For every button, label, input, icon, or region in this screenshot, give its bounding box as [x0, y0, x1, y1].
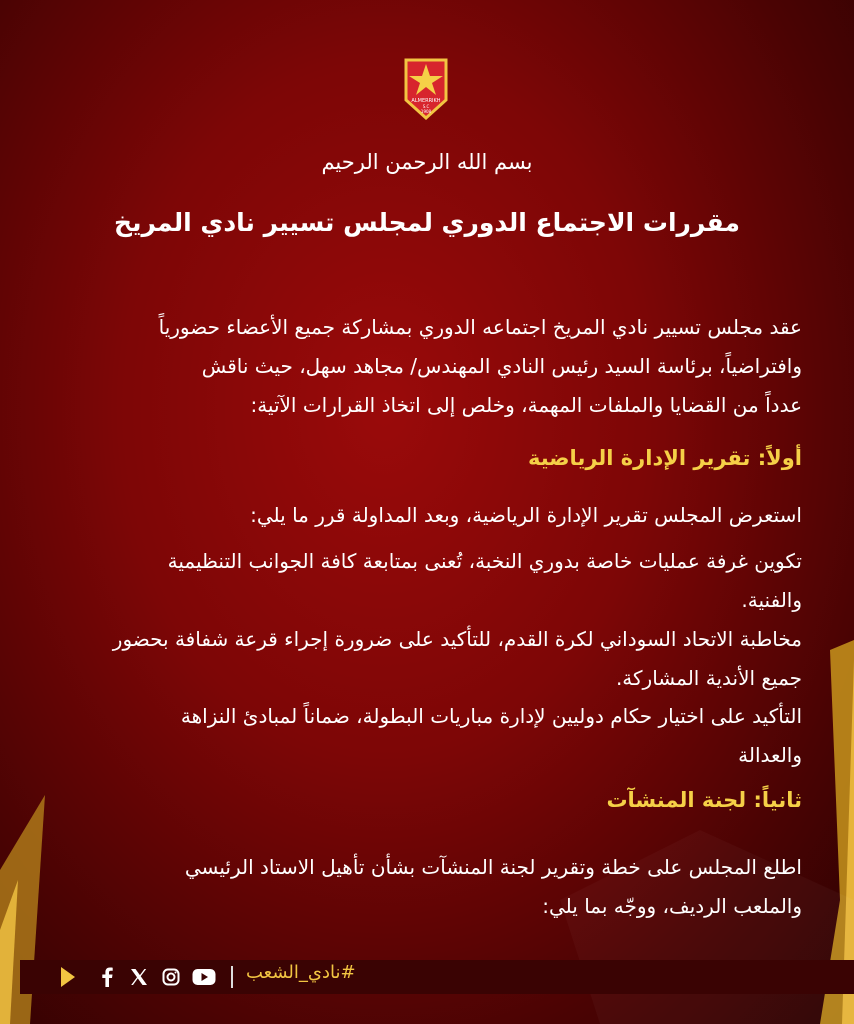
item-line: جميع الأندية المشاركة. — [615, 666, 802, 690]
section1-item — [42, 542, 802, 620]
section2-line: والملعب الرديف، ووجّه بما يلي: — [542, 894, 802, 918]
logo-text: ALMERRIKH — [411, 98, 441, 104]
footer-divider — [231, 966, 233, 988]
section1-item — [42, 697, 802, 775]
x-icon[interactable] — [128, 960, 150, 994]
item-line: والفنية. — [741, 588, 802, 612]
club-logo — [402, 56, 450, 120]
youtube-icon[interactable] — [190, 960, 218, 994]
item-line: التأكيد على اختيار حكام دوليين لإدارة مباريات البطولة، ضماناً لمبادئ النزاهة — [180, 704, 802, 728]
basmala: بسم الله الرحمن الرحيم — [321, 150, 533, 174]
play-icon[interactable] — [58, 960, 78, 994]
page-title: مقررات الاجتماع الدوري لمجلس تسيير نادي المريخ — [114, 208, 740, 237]
section1-item — [42, 620, 802, 698]
instagram-icon[interactable] — [160, 960, 182, 994]
intro-line: عدداً من القضايا والملفات المهمة، وخلص إلى اتخاذ القرارات الآتية: — [250, 393, 802, 417]
intro-paragraph — [42, 308, 802, 425]
section2-line: اطلع المجلس على خطة وتقرير لجنة المنشآت بشأن تأهيل الاستاد الرئيسي — [184, 855, 802, 879]
intro-line: وافتراضياً، برئاسة السيد رئيس النادي المهندس/ مجاهد سهل، حيث ناقش — [201, 354, 802, 378]
item-line: مخاطبة الاتحاد السوداني لكرة القدم، للتأكيد على ضرورة إجراء قرعة شفافة بحضور — [112, 627, 802, 651]
facebook-icon[interactable] — [96, 960, 118, 994]
hashtag[interactable]: #نادي_الشعب — [246, 962, 356, 983]
item-line: والعدالة — [738, 743, 802, 767]
section2-paragraph — [42, 848, 802, 926]
intro-line: عقد مجلس تسيير نادي المريخ اجتماعه الدوري بمشاركة جميع الأعضاء حضورياً — [158, 315, 802, 339]
section1-lead: استعرض المجلس تقرير الإدارة الرياضية، وبعد المداولة قرر ما يلي: — [250, 503, 802, 527]
logo-text: S.C — [422, 104, 430, 109]
item-line: تكوين غرفة عمليات خاصة بدوري النخبة، تُعنى بمتابعة كافة الجوانب التنظيمية — [167, 549, 802, 573]
section2-heading: ثانياً: لجنة المنشآت — [606, 788, 802, 812]
logo-text: 1908 — [420, 109, 432, 114]
section1-heading: أولاً: تقرير الإدارة الرياضية — [527, 446, 802, 470]
